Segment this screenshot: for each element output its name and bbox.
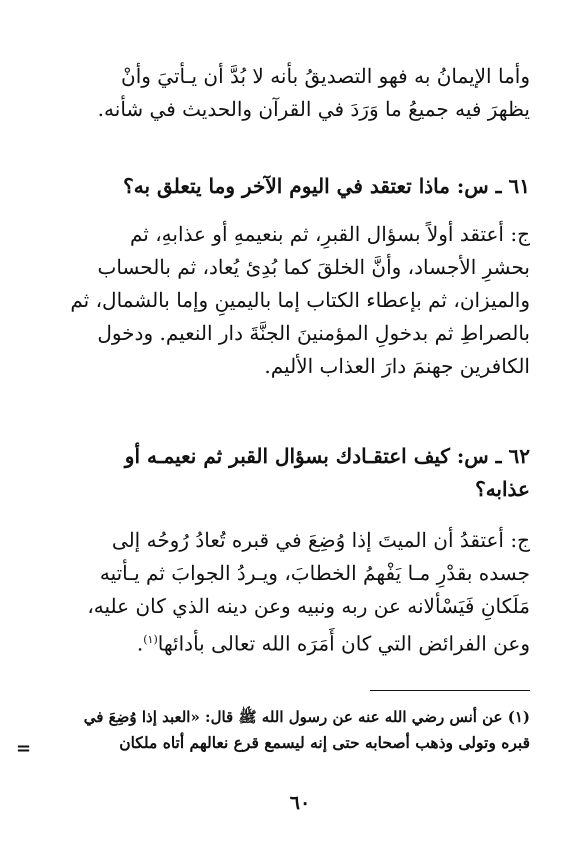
text-line: بالصراطِ ثم بدخولِ المؤمنينَ الجنَّةَ دار النعيم. ودخول: [97, 321, 530, 345]
footnote: [70, 704, 530, 756]
question-62-heading: [70, 440, 530, 506]
text-line: ج: أعتقد أولاً بسؤال القبرِ، ثم بنعيمهِ أو عذابهِ، ثم: [129, 222, 530, 246]
answer-62-paragraph: [70, 524, 530, 661]
text-line: مَلَكانِ فَيَسْألانه عن ربه ونبيه وعن دينه الذي كان عليه،: [87, 594, 530, 618]
footnote-continuation-mark: =: [16, 738, 32, 759]
text-line: [70, 623, 530, 661]
footnote-separator: [370, 690, 530, 691]
page-number: ٦٠: [289, 792, 311, 814]
footnote-line: قبره وتولى وذهب أصحابه حتى إنه ليسمع قرع نعالهم أتاه ملكان: [119, 733, 530, 752]
text-line: والميزان، ثم بإعطاء الكتاب إما باليمينِ وإما بالشمال، ثم: [70, 288, 530, 312]
text-line: ج: أعتقدُ أن الميتَ إذا وُضِعَ في قبره تُعادُ رُوحُه إلى: [111, 528, 530, 552]
footnote-reference: (١): [143, 633, 158, 646]
heading-line: عذابه؟: [475, 477, 530, 501]
footnote-line: (١) عن أنس رضي الله عنه عن رسول الله ﷺ قال: «العبد إذا وُضِعَ في: [83, 708, 530, 726]
text-line: وأما الإيمانُ به فهو التصديقُ بأنه لا بُدَّ أن يـأتيَ وأنْ: [121, 64, 530, 88]
question-61-heading: ٦١ ـ س: ماذا تعتقد في اليوم الآخر وما يتعلق به؟: [123, 174, 530, 198]
answer-61-paragraph: [70, 218, 530, 383]
text-line: الكافرين جهنمَ دارَ العذاب الأليم.: [264, 354, 530, 378]
text-line: بحشرِ الأجساد، وأنَّ الخلقَ كما بُدِئ يُعاد، ثم بالحساب: [97, 255, 530, 279]
text-line: يظهرَ فيه جميعُ ما وَرَدَ في القرآن والحديث في شأنه.: [97, 97, 530, 121]
book-page: [16, 0, 530, 860]
intro-paragraph: [70, 60, 530, 126]
heading-line: ٦٢ ـ س: كيف اعتقـادك بسؤال القبر ثم نعيمـه أو: [124, 444, 530, 468]
text-line: جسده بقدْرِ مـا يَفْهمُ الخطابَ، ويـردُ الجوابَ ثم يـأتيه: [99, 561, 530, 585]
end-punctuation: .: [136, 631, 144, 656]
last-line-text: وعن الفرائض التي كان أَمَرَه الله تعالى بأدائها: [157, 631, 530, 656]
